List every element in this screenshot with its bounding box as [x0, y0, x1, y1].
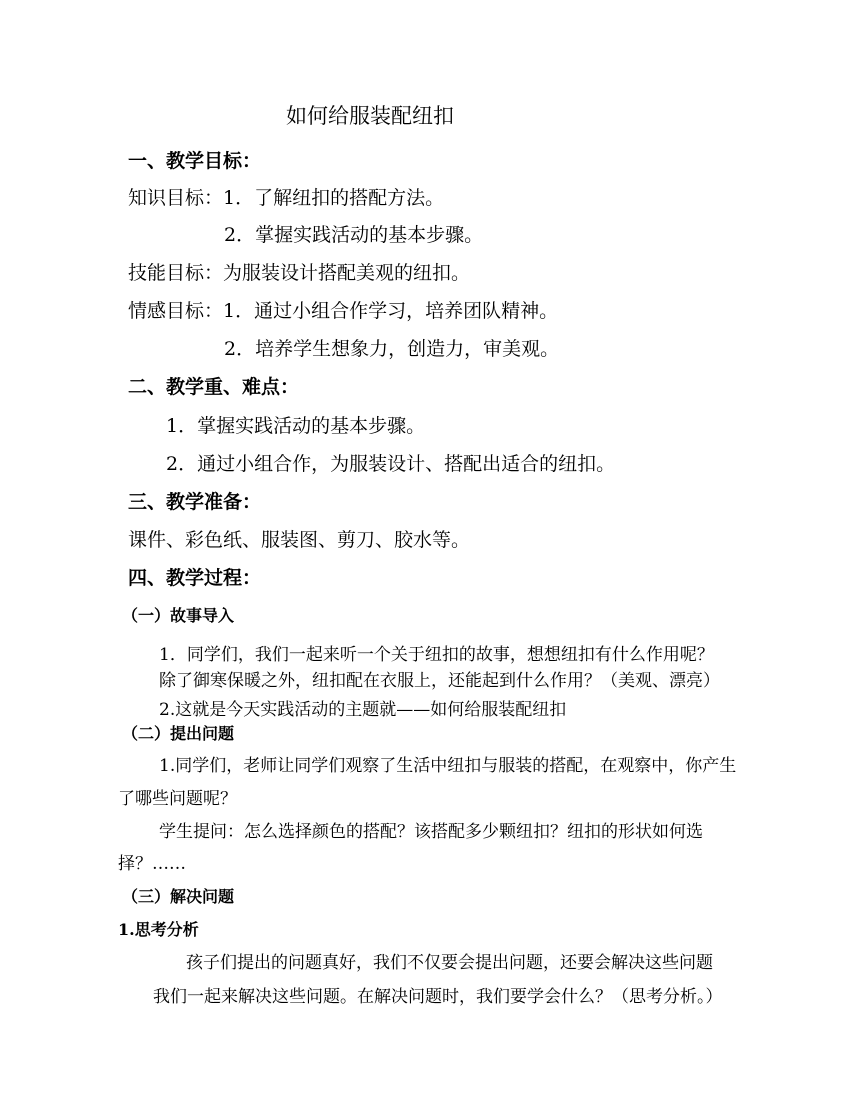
subsection-heading-questions: （二）提出问题 [122, 724, 235, 743]
emotion-goal-1: 情感目标：1．通过小组合作学习，培养团队精神。 [128, 300, 559, 322]
section-heading-objectives: 一、教学目标： [128, 150, 262, 172]
questions-para2-line2: 择？…… [118, 854, 186, 874]
document-title: 如何给服装配纽扣 [286, 104, 454, 128]
emotion-goal-2: 2．培养学生想象力，创造力，审美观。 [224, 338, 560, 360]
section-heading-process: 四、教学过程： [128, 567, 262, 589]
subsection-heading-solving: （三）解决问题 [122, 887, 235, 906]
knowledge-goal-1: 知识目标：1．了解纽扣的搭配方法。 [128, 187, 445, 209]
story-line-1: 1．同学们，我们一起来听一个关于纽扣的故事，想想纽扣有什么作用呢？ [159, 645, 714, 665]
questions-para1-line1: 1.同学们，老师让同学们观察了生活中纽扣与服装的搭配，在观察中，你产生 [159, 756, 737, 776]
skill-goal: 技能目标：为服装设计搭配美观的纽扣。 [128, 262, 471, 284]
preparation-materials: 课件、彩色纸、服装图、剪刀、胶水等。 [128, 529, 471, 551]
subsection-heading-story: （一）故事导入 [122, 606, 235, 625]
questions-para2-line1: 学生提问：怎么选择颜色的搭配？该搭配多少颗纽扣？纽扣的形状如何选 [159, 822, 703, 842]
solving-line-2: 我们一起来解决这些问题。在解决问题时，我们要学会什么？（思考分析。） [153, 987, 723, 1007]
section-heading-key-points: 二、教学重、难点： [128, 376, 300, 398]
knowledge-goal-2: 2．掌握实践活动的基本步骤。 [224, 224, 484, 246]
solving-line-1: 孩子们提出的问题真好，我们不仅要会提出问题，还要会解决这些问题 [186, 953, 713, 973]
key-point-1: 1．掌握实践活动的基本步骤。 [166, 415, 426, 437]
key-point-2: 2．通过小组合作，为服装设计、搭配出适合的纽扣。 [166, 453, 616, 475]
story-line-2: 除了御寒保暖之外，纽扣配在衣服上，还能起到什么作用？（美观、漂亮） [159, 671, 720, 691]
solving-sub-heading: 1.思考分析 [118, 920, 199, 939]
story-line-3: 2.这就是今天实践活动的主题就——如何给服装配纽扣 [159, 700, 567, 720]
section-heading-preparation: 三、教学准备： [128, 491, 262, 513]
questions-para1-line2: 了哪些问题呢？ [118, 789, 237, 809]
